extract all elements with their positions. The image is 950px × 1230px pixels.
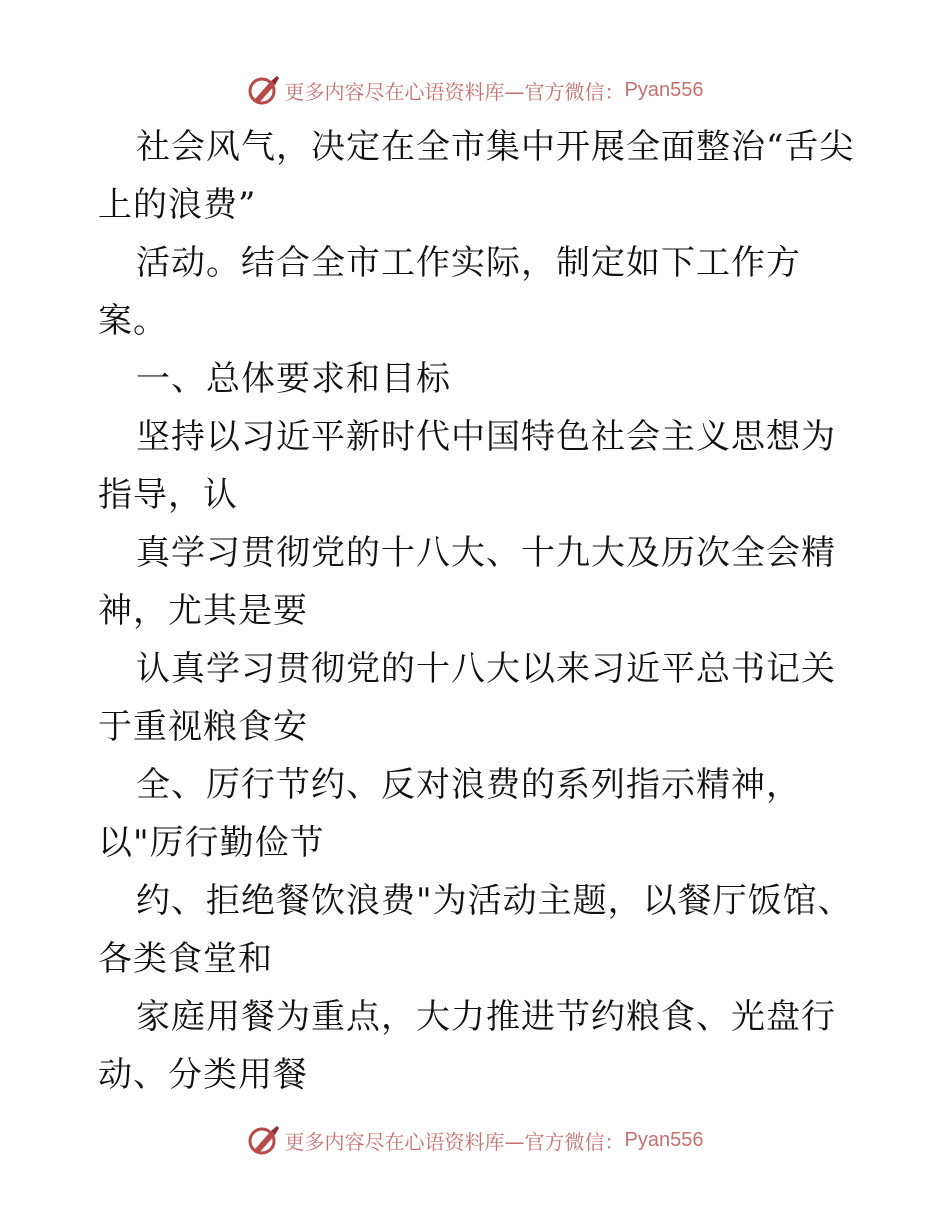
paragraph: 认真学习贯彻党的十八大以来习近平总书记关于重视粮食安 [98, 649, 836, 747]
watermark-id: Pyan556 [624, 1128, 704, 1151]
paragraph: 约、拒绝餐饮浪费"为活动主题，以餐厅饭馆、各类食堂和 [98, 881, 853, 979]
pen-logo-icon [247, 73, 281, 107]
document-body [98, 118, 858, 1104]
watermark-id: Pyan556 [624, 78, 704, 101]
paragraph: 全、厉行节约、反对浪费的系列指示精神，以"厉行勤俭节 [98, 765, 801, 863]
pen-logo-icon [247, 1123, 281, 1157]
section-heading: 一、总体要求和目标 [136, 359, 451, 399]
watermark-footer [0, 1120, 950, 1160]
watermark-text: 更多内容尽在心语资料库—官方微信： [284, 1129, 625, 1154]
paragraph: 家庭用餐为重点，大力推进节约粮食、光盘行动、分类用餐 [98, 997, 836, 1095]
paragraph: 真学习贯彻党的十八大、十九大及历次全会精神，尤其是要 [98, 533, 836, 631]
watermark-text: 更多内容尽在心语资料库—官方微信： [284, 79, 625, 104]
paragraph: 坚持以习近平新时代中国特色社会主义思想为指导，认 [98, 417, 836, 515]
watermark-header [0, 70, 950, 110]
paragraph: 社会风气，决定在全市集中开展全面整治“舌尖上的浪费” [98, 127, 855, 225]
paragraph: 活动。结合全市工作实际，制定如下工作方案。 [98, 243, 801, 341]
